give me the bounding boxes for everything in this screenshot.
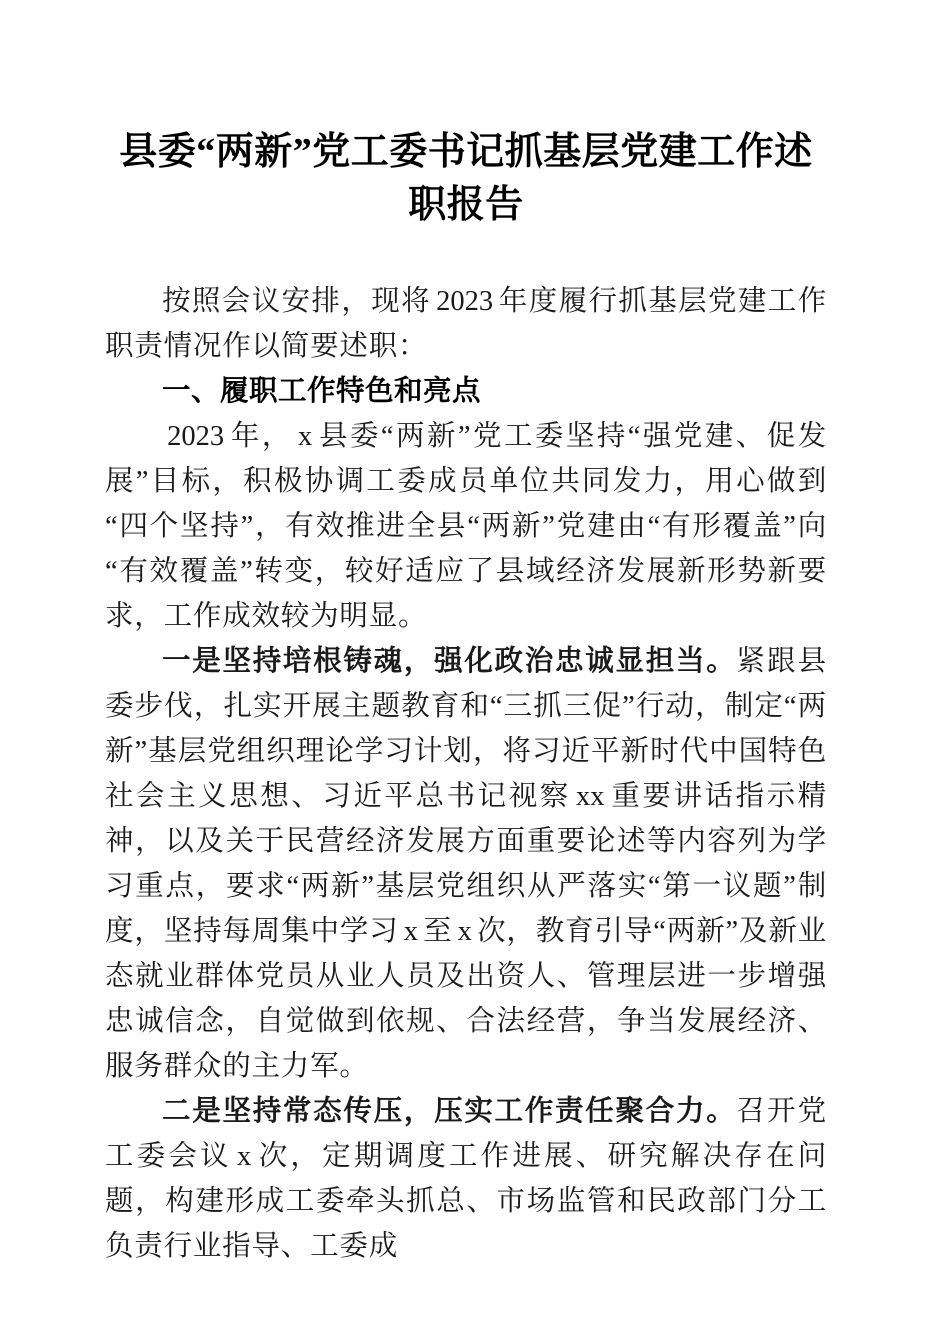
item-1-text-part-1: 紧跟县委步伐，扎实开展主题教育和“三抓三促”行动，制定“两新”基层党组织理论学习计划，将习近平新时代中国特色社会主义思想、习近平总书记视察 — [105, 646, 827, 812]
item-1-placeholder-2: x — [403, 916, 418, 947]
intro-paragraph — [105, 279, 827, 369]
section-1-overview-paragraph — [105, 414, 827, 639]
item-2-lead: 二是坚持常态传压，压实工作责任聚合力。 — [162, 1096, 737, 1127]
item-1-text-part-2: 重要讲话指示精神，以及关于民营经济发展方面重要论述等内容列为学习重点，要求“两新”基层党组织从严落实“第一议题”制度，坚持每周集中学习 — [105, 781, 827, 947]
item-1-lead: 一是坚持培根铸魂，强化政治忠诚显担当。 — [162, 646, 737, 677]
intro-text-before-year: 按照会议安排，现将 — [162, 286, 431, 317]
item-1-text-part-4: 次，教育引导“两新”及新业态就业群体党员从业人员及出资人、管理层进一步增强忠诚信念，自觉做到依规、合法经营，争当发展经济、服务群众的主力军。 — [105, 916, 827, 1082]
document-title — [105, 0, 827, 232]
overview-text-part-1: 年， — [229, 421, 293, 452]
intro-year: 2023 — [436, 286, 494, 317]
item-2-text-part-2: 次，定期调度工作进展、研究解决存在问题，构建形成工委牵头抓总、市场监管和民政部门分工负责行业指导、工委成 — [105, 1141, 828, 1262]
overview-placeholder-1: x — [297, 421, 313, 452]
overview-text-part-2: 县委“两新”党工委坚持“强党建、促发展”目标，积极协调工委成员单位共同发力，用心做到“四个坚持”，有效推进全县“两新”党建由“有形覆盖”向“有效覆盖”转变，较好适应了县域经济发展新形势新要求，工作成效较为明显。 — [105, 421, 827, 632]
document-title-line-1: 县委“两新”党工委书记抓基层党建工作述职 — [119, 131, 813, 226]
item-1-text-part-3: 至 — [423, 916, 453, 947]
page-content — [105, 0, 827, 1269]
item-2-text-part-1: 召开党工委会议 — [105, 1096, 827, 1172]
section-heading-1: 一、履职工作特色和亮点 — [162, 375, 482, 407]
item-2-placeholder-1: x — [236, 1141, 252, 1172]
section-1-item-2-paragraph — [105, 1089, 827, 1269]
item-1-placeholder-1: xx — [575, 781, 605, 812]
item-1-placeholder-3: x — [457, 916, 472, 947]
intro-text-after-year: 年度履行抓基层党建工作职责情况作以简要述职： — [105, 286, 827, 362]
document-title-line-2: 报告 — [446, 184, 524, 226]
section-1-item-1-paragraph — [105, 639, 827, 1089]
overview-year: 2023 — [167, 421, 225, 452]
